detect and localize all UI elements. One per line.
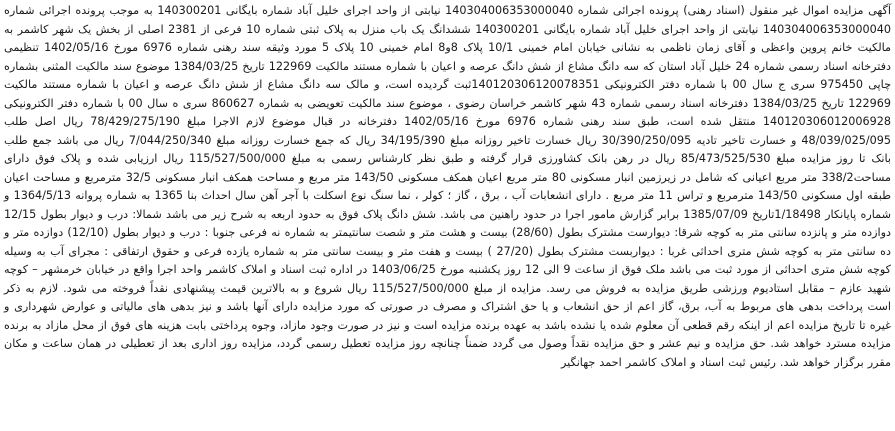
auction-notice-text: آگهی مزایده اموال غیر منقول (اسناد رهنی) پرونده اجرائی شماره 140304006353000040 نیابتی از واحد اجرای خلیل آباد شماره بایگانی 140300201 به موجب پرونده اجرائی شماره 140304006353000040 نیابتی از واحد اجرای خلیل آباد شماره بایگانی 140300201 ششدانگ یک باب منزل به پلاک ثبتی شماره 10 فرعی از 2381 اصلی از بخش یک شهر کاشمر به مالکیت خانم پروین واعظی و آقای زمان ناظمی به نشانی خیابان امام خمینی 10/1 پلاک 8و8 امام خمینی 10 پلاک 5 مورد وثیقه سند رهنی شماره 6976 مورخ 1402/05/16 تنظیمی دفترخانه اسناد رسمی شماره 24 خلیل آباد استان که سه دانگ مشاع از شش دانگ عرصه و اعیان با شماره مستند مالکیت 122969 تاریخ 1384/03/25 موضوع سند مالکیت المثنی بشماره چاپی 975450 سری ج سال 00 با شماره دفتر الکترونیکی 140120306120078351ثبت گردیده است، و مالک سه دانگ مشاع از شش دانگ عرصه و اعیان با شماره مستند مالکیت 122969 تاریخ 1384/03/25 دفترخانه اسناد رسمی شماره 43 شهر کاشمر خراسان رضوی ، موضوع سند مالکیت تعویضی به شماره 860627 سری ه سال 00 با شماره دفتر الکترونیکی 140120306012006928 منتقل شده است، طبق سند رهنی شماره 6976 مورخ 1402/05/16 دفترخانه در قبال موضوع لازم الاجرا مبلغ 78/429/275/190 ریال اصل طلب 48/039/025/095 و خسارت تاخیر تادیه 30/390/250/095 ریال خسارت تاخیر روزانه مبلغ 34/195/390 ریال که جمع خسارت روزانه مبلغ 7/044/250/340 ریال می باشد جمع طلب بانک تا روز مزایده مبلغ 85/473/525/530 ریال در رهن بانک کشاورزی قرار گرفته و طبق نظر کارشناس رسمی به مبلغ 115/527/500/000 ریال ارزیابی شده و پلاک فوق دارای مساحت338/2 متر مربع اعیانی که شامل در زیرزمین انبار مسکونی 80 متر مربع اعیان همکف مسکونی 143/50 متر مربع و مساحت همکف انبار مسکونی 32/5 مترمربع و مساحت اعیان طبقه اول مسکونی 143/50 مترمربع و تراس 11 متر مربع . دارای انشعابات آب ، برق ، گاز ؛ کولر ، نما سنگ نوع اسکلت با آجر آهن سال احداث بنا 1365 به شماره پروانه 1364/5/13 و شماره پایانکار 1/18498تاریخ 1385/07/09 برابر گزارش مامور اجرا در حدود راهنین می باشد. شش دانگ پلاک فوق به حدود اربعه به شرح زیر می باشد شمالا: درب و دیوار بطول 12/15 دوازده متر و پانزده سانتی متر به کوچه شرقا: دیوارست مشترک بطول (28/60) بیست و هشت متر و شصت سانتیمتر به شماره نه فرعی جنوبا : درب و دیوار بطول (12/10) دوازده متر و ده سانتی متر به کوچه شش متری احداثی غربا : دیواربست مشترک بطول (27/20 ) بیست و هفت متر و بیست سانتی متر به شماره یازده فرعی و حقوق ارتفاقی : مجرای آب به وسیله کوچه شش متری احداثی از مورد ثبت می باشد ملک فوق از ساعت 9 الی 12 روز یکشنبه مورخ 1403/06/25 در اداره ثبت اسناد و املاک کاشمر واحد اجرا واقع در خیابان خرمشهر – کوچه شهید عازم – مقابل استادیوم ورزشی طریق مزایده به فروش می رسد. مزایده از مبلغ 115/527/500/000 ریال شروع و به بالاترین قیمت پیشنهادی نقداً فروخته می شود. لازم به ذکر است پرداخت بدهی های مربوط به آب، برق، گاز اعم از حق انشعاب و یا حق اشتراک و مصرف در صورتی که مورد مزایده دارای آنها باشد و نیز بدهی های مالیاتی و عوارض شهرداری و غیره تا تاریخ مزایده اعم از اینکه رقم قطعی آن معلوم شده یا نشده باشد به عهده برنده مزایده است و نیز در صورت وجود مازاد، وجوه پرداختی بابت هزینه های فوق از محل مازاد به برنده مزایده مسترد خواهد شد. حق مزایده و نیم عشر و حق مزایده نقداً وصول می گردد ضمناً چنانچه روز مزایده تعطیل رسمی گردد، مزایده روز اداری بعد از تعطیلی در همان ساعت و مکان مقرر برگزار خواهد شد. رئیس ثبت اسناد و املاک کاشمر احمد جهانگیر: [4, 4, 892, 369]
